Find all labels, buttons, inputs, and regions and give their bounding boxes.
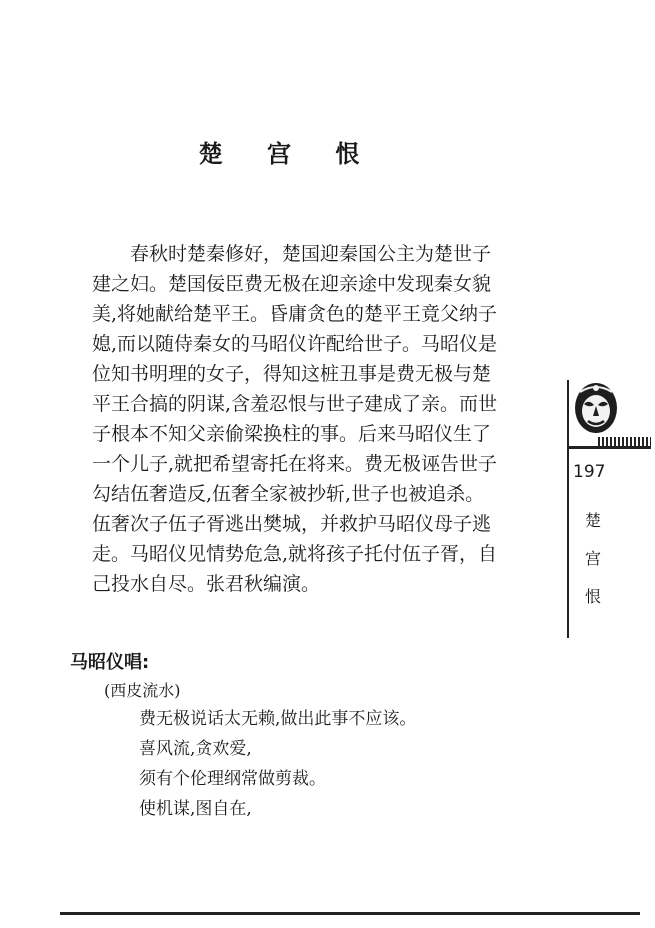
lyric-line: 须有个伦理纲常做剪裁。 <box>139 769 326 789</box>
intro-line: 己投水自尽。张君秋编演。 <box>92 573 321 595</box>
lyric-line: 喜风流,贪欢爱, <box>139 739 252 759</box>
intro-line: 媳,而以随侍秦女的马昭仪许配给世子。马昭仪是 <box>92 333 498 355</box>
intro-line: 走。马昭仪见情势危急,就将孩子托付伍子胥，自 <box>92 543 498 565</box>
bottom-rule <box>60 912 640 915</box>
intro-line: 平王合搞的阴谋,含羞忍恨与世子建成了亲。而世 <box>92 393 498 415</box>
speaker-heading: 马昭仪唱: <box>70 652 150 673</box>
lyric-line: 使机谋,图自在, <box>139 799 252 819</box>
margin-horizontal-rule <box>567 446 651 449</box>
intro-line: 勾结伍奢造反,伍奢全家被抄斩,世子也被追杀。 <box>92 483 485 505</box>
intro-line: 美,将她献给楚平王。昏庸贪色的楚平王竟父纳子 <box>92 303 498 325</box>
intro-line: 子根本不知父亲偷梁换柱的事。后来马昭仪生了 <box>92 423 492 445</box>
intro-paragraph <box>92 239 525 599</box>
running-title-char: 恨 <box>584 587 601 606</box>
lyrics <box>139 704 416 824</box>
intro-line: 一个儿子,就把希望寄托在将来。费无极诬告世子 <box>92 453 498 475</box>
running-title <box>582 502 604 616</box>
opera-mask-icon <box>572 380 620 436</box>
lyric-line: 费无极说话太无赖,做出此事不应该。 <box>139 709 417 729</box>
running-title-char: 楚 <box>584 511 601 530</box>
running-title-char: 宫 <box>584 549 601 568</box>
margin-vertical-rule <box>567 380 569 638</box>
page-number: 197 <box>573 462 606 482</box>
intro-line: 位知书明理的女子，得知这桩丑事是费无极与楚 <box>92 363 492 385</box>
intro-line: 建之妇。楚国佞臣费无极在迎亲途中发现秦女貌 <box>92 273 492 295</box>
intro-line: 春秋时楚秦修好，楚国迎秦国公主为楚世子 <box>130 243 492 265</box>
tune-label: (西皮流水) <box>104 681 181 700</box>
chapter-title: 楚 宫 恨 <box>198 139 378 168</box>
intro-line: 伍奢次子伍子胥逃出樊城，并救护马昭仪母子逃 <box>92 513 492 535</box>
